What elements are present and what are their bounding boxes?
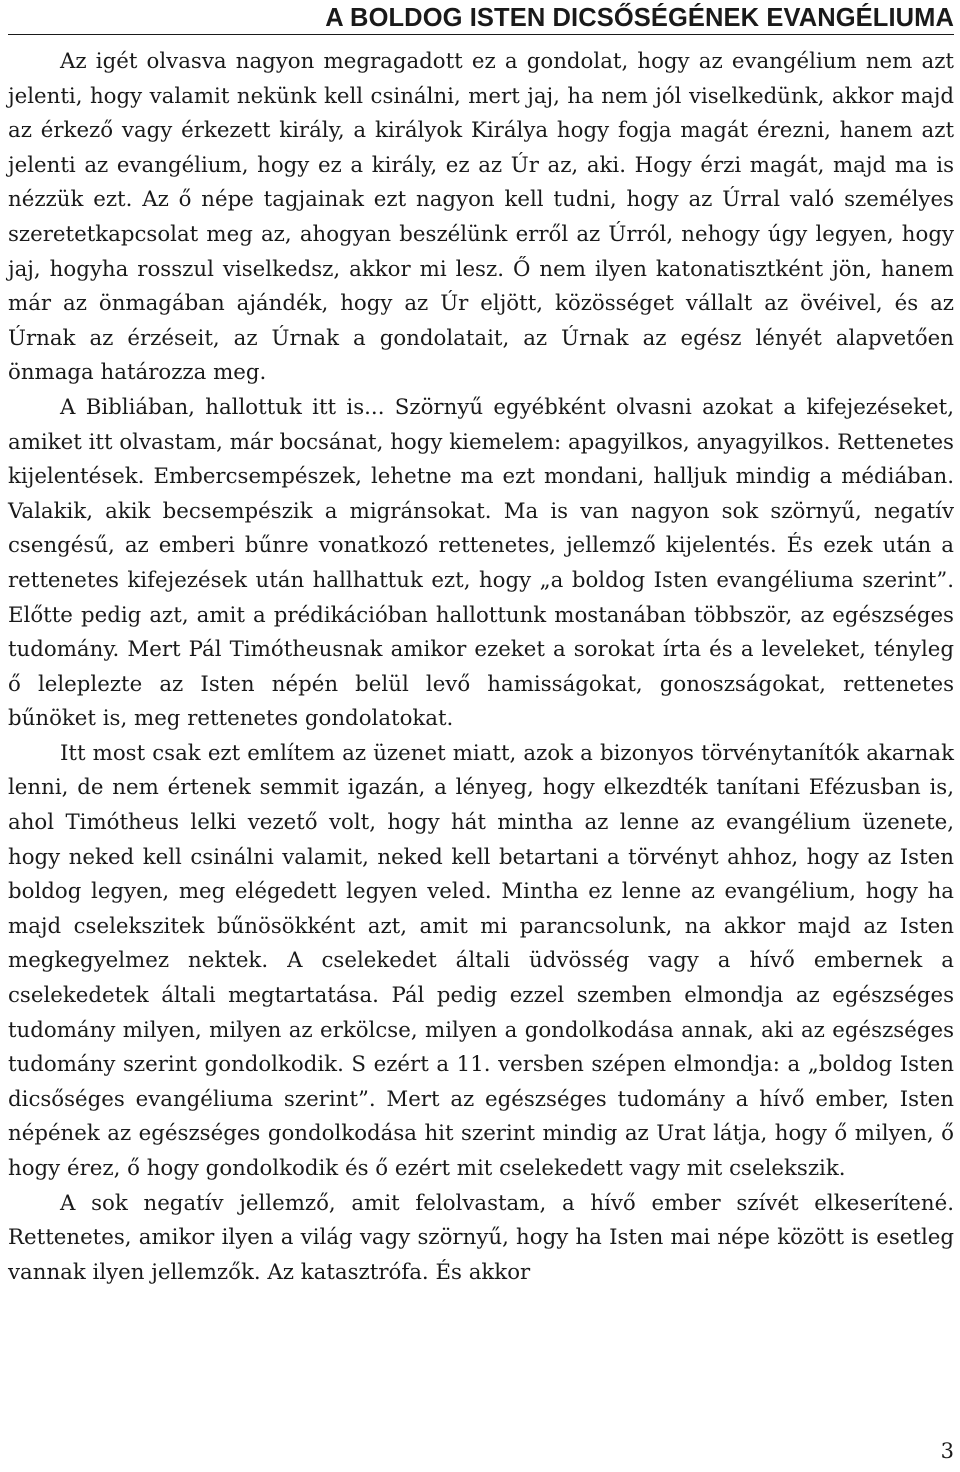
paragraph: A Bibliában, hallottuk itt is... Szörnyű egyébként olvasni azokat a kifejezéseket, amiket itt olvastam, már bocsánat, hogy kiemelem: apagyilkos, anyagyilkos. Rettenetes kijelentések. Embercsempészek, lehetne ma ezt mondani, halljuk mindig a médiában. Valakik, akik becsempészik a migránsokat. Ma is van nagyon sok szörnyű, negatív csengésű, az emberi bűnre vonatkozó rettenetes, jellemző kijelentés. És ezek után a rettenetes kifejezések után hallhattuk ezt, hogy „a boldog Isten evangéliuma szerint”. Előtte pedig azt, amit a prédikációban hallottunk mostanában többször, az egészséges tudomány. Mert Pál Timótheusnak amikor ezeket a sorokat írta és a leveleket, tényleg ő leleplezte az Isten népén belül levő hamisságokat, gonoszságokat, rettenetes bűnöket is, meg rettenetes gondolatokat. [8, 394, 954, 732]
running-title: A BOLDOG ISTEN DICSŐSÉGÉNEK EVANGÉLIUMA [325, 4, 954, 32]
page-number: 3 [940, 1439, 954, 1463]
body-text [8, 45, 954, 1290]
document-page [8, 0, 954, 1472]
running-header [8, 2, 954, 35]
paragraph: Itt most csak ezt említem az üzenet miatt, azok a bizonyos törvénytanítók akarnak lenni, de nem értenek semmit igazán, a lényeg, hogy elkezdték tanítani Efézusban is, ahol Timótheus lelki vezető volt, hogy hát mintha az lenne az evangélium üzenete, hogy neked kell csinálni valamit, neked kell betartani a törvényt ahhoz, hogy az Isten boldog legyen, meg elégedett legyen veled. Mintha ez lenne az evangélium, hogy ha majd cselekszitek bűnösökként azt, amit mi parancsolunk, na akkor majd az Isten megkegyelmez nektek. A cselekedet általi üdvösség vagy a hívő embernek a cselekedetek általi megtartatása. Pál pedig ezzel szemben elmondja az egészséges tudomány milyen, milyen az erkölcse, milyen a gondolkodása annak, aki az egészséges tudomány szerint gondolkodik. S ezért a 11. versben szépen elmondja: a „boldog Isten dicsőséges evangéliuma szerint”. Mert az egészséges tudomány a hívő ember, Isten népének az egészséges gondolkodása hit szerint mindig az Urat látja, hogy ő milyen, ő hogy érez, ő hogy gondolkodik és ő ezért mit cselekedett vagy mit cselekszik. [8, 740, 954, 1181]
paragraph: Az igét olvasva nagyon megragadott ez a gondolat, hogy az evangélium nem azt jelenti, hogy valamit nekünk kell csinálni, mert jaj, ha nem jól viselkedünk, akkor majd az érkező vagy érkezett király, a királyok Királya hogy fogja magát érezni, hanem azt jelenti az evangélium, hogy ez a király, ez az Úr az, aki. Hogy érzi magát, majd ma is nézzük ezt. Az ő népe tagjainak ezt nagyon kell tudni, hogy az Úrral való személyes szeretetkapcsolat meg az, ahogyan beszélünk erről az Úrról, nehogy úgy legyen, hogy jaj, hogyha rosszul viselkedsz, akkor mi lesz. Ő nem ilyen katonatisztként jön, hanem már az önmagában ajándék, hogy az Úr eljött, közösséget vállalt az övéivel, és az Úrnak az érzéseit, az Úrnak a gondolatait, az Úrnak az egész lényét alapvetően önmaga határozza meg. [8, 49, 954, 386]
paragraph: A sok negatív jellemző, amit felolvastam, a hívő ember szívét elkeserítené. Rettenetes, amikor ilyen a világ vagy szörnyű, hogy ha Isten mai népe között is esetleg vannak ilyen jellemzők. Az katasztrófa. És akkor [8, 1190, 954, 1285]
